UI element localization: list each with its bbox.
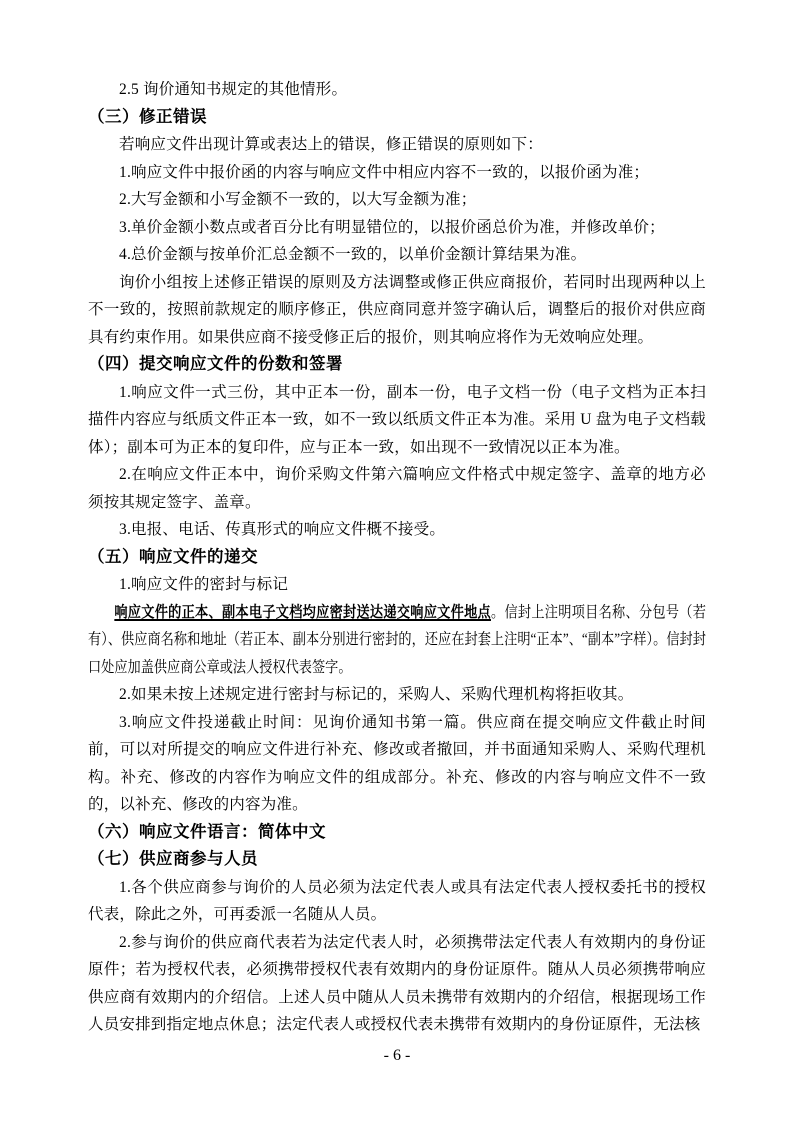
paragraph-correction-rule-1: 1.响应文件中报价函的内容与响应文件中相应内容不一致的，以报价函为准； (119, 163, 650, 181)
heading-section-6-language: （六）响应文件语言：简体中文 (88, 822, 326, 841)
document-body (88, 76, 706, 1039)
paragraph-copies-rule-2: 2.在响应文件正本中，询价采购文件第六篇响应文件格式中规定签字、盖章的地方必须按其规定签字、盖章。 (88, 466, 706, 511)
paragraph-correction-rule-3: 3.单价金额小数点或者百分比有明显错位的，以报价函总价为准，并修改单价； (119, 218, 665, 236)
paragraph-copies-rule-1: 1.响应文件一式三份，其中正本一份，副本一份，电子文档一份（电子文档为正本扫描件内容应与纸质文件正本一致，如不一致以纸质文件正本为准。采用 U 盘为电子文档载体）；副本可为正本的复印件，应与正本一致，如出现不一致情况以正本为准。 (88, 383, 706, 456)
paragraph-sealing-rule-2: 2.如果未按上述规定进行密封与标记的，采购人、采购代理机构将拒收其。 (119, 686, 634, 703)
heading-section-5-submission: （五）响应文件的递交 (88, 547, 258, 566)
paragraph-2-5-other-circumstances: 2.5 询价通知书规定的其他情形。 (119, 81, 348, 98)
paragraph-correction-rule-4: 4.总价金额与按单价汇总金额不一致的，以单价金额计算结果为准。 (119, 246, 587, 263)
page-footer (88, 1042, 706, 1069)
sealing-notice-rest: 。信封上注明项目名称、分包号（若有）、供应商名称和地址（若正本、副本分别进行密封的，还应在封套上注明“正本”、“副本”字样）。信封封口处应加盖供应商公章或法人授权代表签字。 (88, 603, 706, 676)
paragraph-sealing-marking-title: 1.响应文件的密封与标记 (119, 576, 289, 593)
page-number: - 6 - (383, 1046, 411, 1064)
heading-section-7-participants: （七）供应商参与人员 (88, 850, 258, 868)
paragraph-participants-rule-2: 2.参与询价的供应商代表若为法定代表人时，必须携带法定代表人有效期内的身份证原件；若为授权代表，必须携带授权代表有效期内的身份证原件。随从人员必须携带响应供应商有效期内的介绍信。上述人员中随从人员未携带有效期内的介绍信，根据现场工作人员安排到指定地点休息；法定代表人或授权代表未携带有效期内的身份证原件，无法核 (88, 933, 706, 1033)
paragraph-copies-rule-3: 3.电报、电话、传真形式的响应文件概不接受。 (119, 521, 446, 538)
sealing-notice-emphasis: 响应文件的正本、副本电子文档均应密封送达递交响应文件地点 (114, 603, 491, 621)
paragraph-deadline-rule-3: 3.响应文件投递截止时间：见询价通知书第一篇。供应商在提交响应文件截止时间前，可以对所提交的响应文件进行补充、修改或者撤回，并书面通知采购人、采购代理机构。补充、修改的内容作为响应文件的组成部分。补充、修改的内容与响应文件不一致的，以补充、修改的内容为准。 (88, 713, 706, 813)
paragraph-correction-principles-intro: 若响应文件出现计算或表达上的错误，修正错误的原则如下： (119, 136, 543, 153)
heading-section-4-copies-and-signing: （四）提交响应文件的份数和签署 (88, 355, 343, 373)
paragraph-correction-rule-2: 2.大写金额和小写金额不一致的，以大写金额为准； (119, 191, 477, 208)
paragraph-sealing-notice (88, 599, 706, 682)
paragraph-inquiry-team-adjustment: 询价小组按上述修正错误的原则及方法调整或修正供应商报价，若同时出现两种以上不一致的，按照前款规定的顺序修正，供应商同意并签字确认后，调整后的报价对供应商具有约束作用。如果供应商不接受修正后的报价，则其响应将作为无效响应处理。 (88, 273, 706, 346)
heading-section-3-correct-errors: （三）修正错误 (88, 107, 207, 126)
paragraph-participants-rule-1: 1.各个供应商参与询价的人员必须为法定代表人或具有法定代表人授权委托书的授权代表，除此之外，可再委派一名随从人员。 (88, 878, 706, 923)
